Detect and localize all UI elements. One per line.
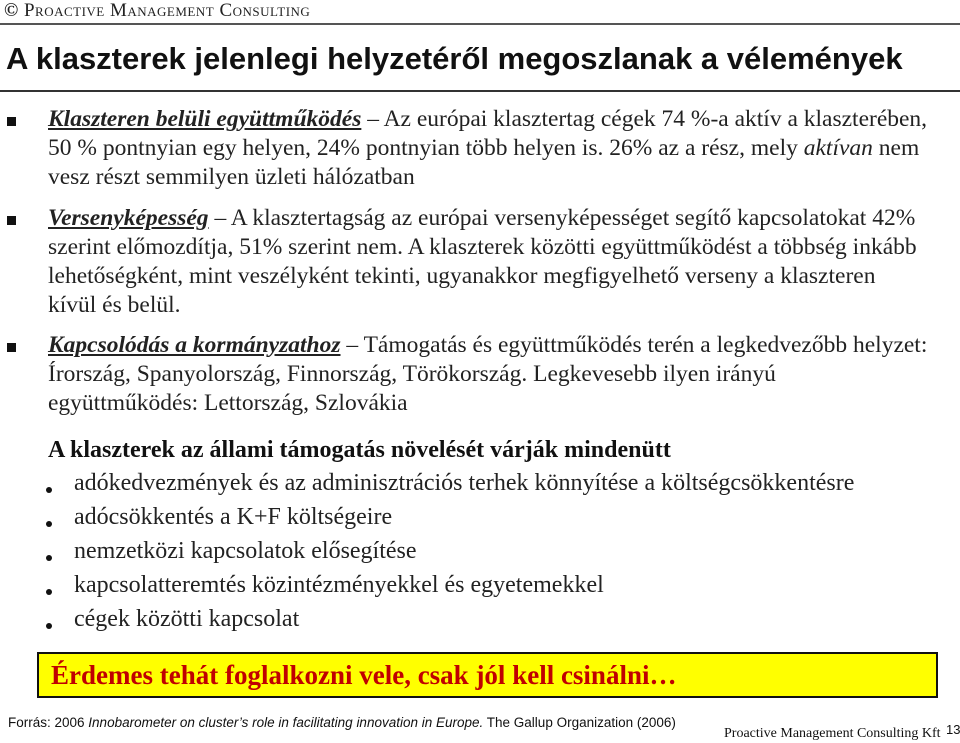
bullet-italic: aktívan — [803, 135, 873, 161]
round-bullet-icon — [46, 555, 52, 561]
bullet-government — [48, 331, 928, 418]
slide-title: A klaszterek jelenlegi helyzetéről megoszlanak a vélemények — [6, 41, 903, 76]
source-publisher: The Gallup Organization (2006) — [483, 715, 676, 730]
bullet-lead: Klaszteren belüli együttműködés — [48, 106, 362, 132]
round-bullet-icon — [46, 487, 52, 493]
copyright-symbol: © — [4, 0, 19, 21]
section-heading: A klaszterek az állami támogatás növelését várják mindenütt — [48, 437, 671, 463]
source-note — [8, 715, 676, 730]
square-bullet-icon — [7, 343, 16, 352]
bullet-cooperation — [48, 105, 928, 192]
page-number: 13 — [946, 722, 960, 737]
round-bullet-icon — [46, 623, 52, 629]
list-item: kapcsolatteremtés közintézményekkel és egyetemekkel — [74, 572, 604, 598]
square-bullet-icon — [7, 216, 16, 225]
source-title: Innobarometer on cluster’s role in facilitating innovation in Europe. — [88, 715, 484, 730]
bullet-text: – Támogatás és együttműködés terén a legkedvezőbb helyzet: Írország, Spanyolország, Finnország, Törökország. Legkevesebb ilyen irányú együttműködés: Lettország, Szlovákia — [48, 332, 928, 416]
bullet-lead: Versenyképesség — [48, 205, 209, 231]
header-rule — [0, 23, 960, 25]
source-label: Forrás: 2006 — [8, 715, 89, 730]
bullet-lead: Kapcsolódás a kormányzathoz — [48, 332, 341, 358]
square-bullet-icon — [7, 117, 16, 126]
list-item: adócsökkentés a K+F költségeire — [74, 504, 393, 530]
bullet-text: – A klasztertagság az európai versenyképességet segítő kapcsolatokat 42% szerint előmozdítja, 51% szerint nem. A klaszterek közötti együttműködést a többség inkább lehetőségként, mint veszélyként tekinti, ugyanakkor megfigyelhető verseny a klaszteren kívül és belül. — [48, 205, 917, 318]
round-bullet-icon — [46, 589, 52, 595]
list-item: adókedvezmények és az adminisztrációs terhek könnyítése a költségcsökkentésre — [74, 470, 855, 496]
list-item: nemzetközi kapcsolatok elősegítése — [74, 538, 417, 564]
callout-text: Érdemes tehát foglalkozni vele, csak jól kell csinálni… — [51, 660, 677, 690]
title-rule — [0, 90, 960, 92]
header-brand — [4, 0, 310, 22]
bullet-text-end: nem vesz részt semmilyen üzleti hálózatban — [48, 135, 920, 190]
bullet-competitiveness — [48, 204, 928, 320]
company-name: Proactive Management Consulting — [23, 0, 311, 21]
round-bullet-icon — [46, 521, 52, 527]
bullet-text: – Az európai klasztertag cégek 74 %-a aktív a klaszterében, 50 % pontnyian egy helyen, 24% pontnyian több helyen is. 26% az a rész, mely — [48, 106, 928, 161]
list-item: cégek közötti kapcsolat — [74, 606, 300, 632]
footer-company: Proactive Management Consulting Kft — [724, 726, 941, 741]
callout-box — [37, 652, 938, 698]
